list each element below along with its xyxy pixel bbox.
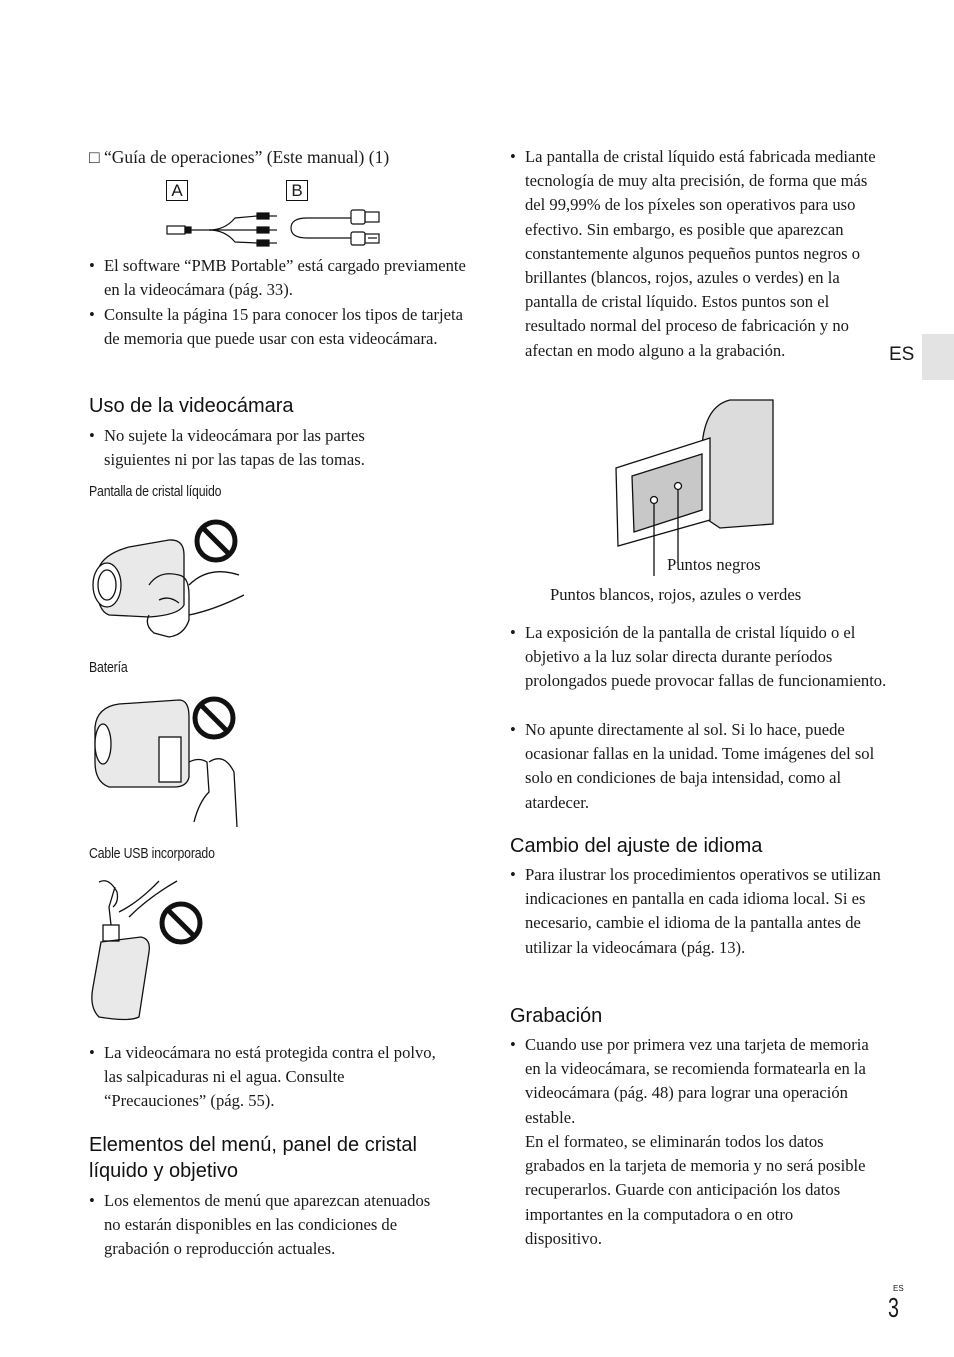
caption-lcd: Pantalla de cristal líquido bbox=[89, 483, 222, 500]
av-cable-illustration bbox=[165, 208, 281, 248]
heading-language: Cambio del ajuste de idioma bbox=[510, 835, 763, 857]
usb-hold-illustration bbox=[89, 877, 209, 1022]
bullet-lcd: • La pantalla de cristal líquido está fabricada mediante tecnología de muy alta precisión, de forma que más del 99,99% de los píxeles son operativos para uso efectivo. Sin embargo, es posible que aparezcan constantemente algunos pequeños puntos negros o brillantes (blancos, rojos, azules o verdes) en la pantalla de cristal líquido. Estos puntos son el resultado normal del proceso de fabricación y no afectan en modo alguno a la grabación. bbox=[510, 145, 887, 363]
label-b: B bbox=[286, 180, 308, 201]
accessory-item: □ “Guía de operaciones” (Este manual) (1) bbox=[89, 147, 390, 167]
bullet-sunlight: • La exposición de la pantalla de cristal líquido o el objetivo a la luz solar directa durante períodos prolongados puede provocar fallas de funcionamiento. bbox=[510, 621, 887, 694]
heading-uso: Uso de la videocámara bbox=[89, 395, 294, 417]
page-number: 3 bbox=[888, 1292, 899, 1323]
heading-menu: Elementos del menú, panel de cristal líquido y objetivo bbox=[89, 1134, 417, 1182]
bullet-language: • Para ilustrar los procedimientos operativos se utilizan indicaciones en pantalla en cada idioma local. Si es necesario, cambie el idioma de la pantalla antes de utilizar la videocámara (pág. 13). bbox=[510, 863, 887, 960]
lcd-dots-illustration bbox=[610, 396, 780, 576]
page-number-language: ES bbox=[893, 1284, 904, 1293]
language-side-label: ES bbox=[889, 344, 915, 365]
bullet-menu: • Los elementos de menú que aparezcan atenuados no estarán disponibles en las condiciones de grabación o reproducción actuales. bbox=[89, 1189, 434, 1262]
bullet-sun: • No apunte directamente al sol. Si lo hace, puede ocasionar fallas en la unidad. Tome imágenes del sol solo en condiciones de baja intensidad, como al atardecer. bbox=[510, 718, 895, 815]
bullet-recording: • Cuando use por primera vez una tarjeta de memoria en la videocámara, se recomienda formatearla en la videocámara (pág. 48) para lograr una operación estable. bbox=[510, 1033, 887, 1130]
recording-note: En el formateo, se eliminarán todos los datos grabados en la tarjeta de memoria y no será posible recuperarlos. Guarde con anticipación los datos importantes en la computadora o en otro dispositivo. bbox=[525, 1132, 866, 1248]
label-color-dots: Puntos blancos, rojos, azules o verdes bbox=[550, 585, 802, 604]
lcd-grip-illustration bbox=[89, 515, 249, 645]
bullet-pmb: • El software “PMB Portable” está cargado previamente en la videocámara (pág. 33). bbox=[89, 254, 474, 302]
usb-cable-illustration bbox=[287, 208, 383, 248]
bullet-memory-card: • Consulte la página 15 para conocer los tipos de tarjeta de memoria que puede usar con esta videocámara. bbox=[89, 303, 474, 351]
caption-battery: Batería bbox=[89, 659, 128, 676]
battery-grip-illustration bbox=[89, 692, 249, 832]
caption-usb: Cable USB incorporado bbox=[89, 845, 215, 862]
heading-recording: Grabación bbox=[510, 1005, 603, 1027]
bullet-uso: • No sujete la videocámara por las partes siguientes ni por las tapas de las tomas. bbox=[89, 424, 424, 472]
bullet-dust: • La videocámara no está protegida contra el polvo, las salpicaduras ni el agua. Consulte “Precauciones” (pág. 55). bbox=[89, 1041, 444, 1114]
label-a: A bbox=[166, 180, 188, 201]
label-black-dots: Puntos negros bbox=[667, 555, 761, 574]
language-side-tab bbox=[922, 334, 954, 380]
